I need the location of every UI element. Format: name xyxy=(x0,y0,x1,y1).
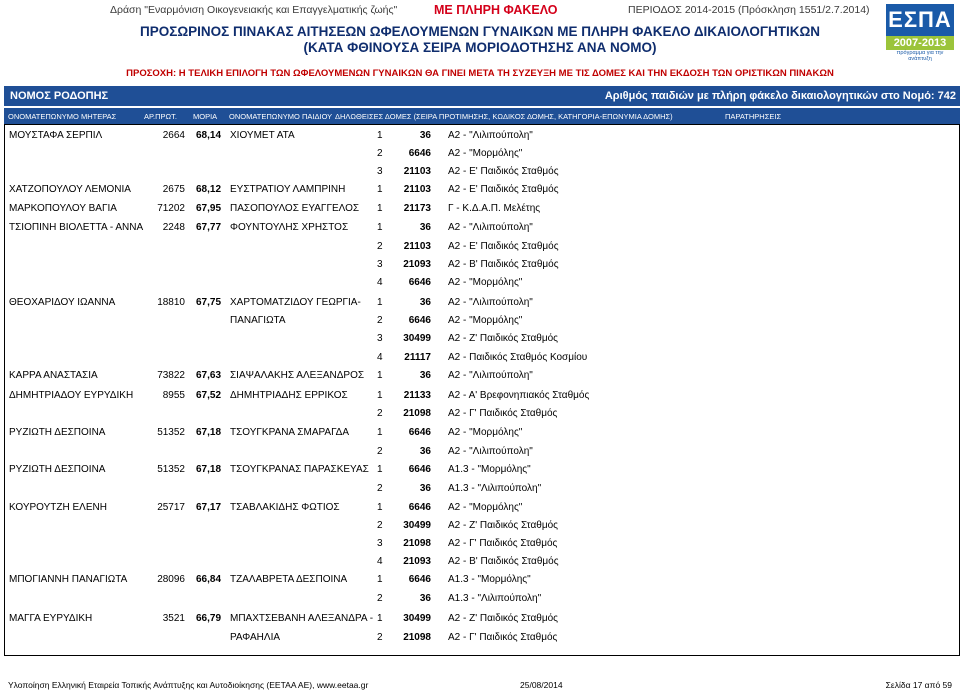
score: 67,95 xyxy=(196,203,222,214)
structure-name: Α2 - "Λιλιπούπολη" xyxy=(448,222,533,233)
action-title: Δράση "Εναρμόνιση Οικογενειακής και Επαγγελματικής ζωής" xyxy=(110,4,398,16)
child-name: ΕΥΣΤΡΑΤΙΟΥ ΛΑΜΠΡΙΝΗ xyxy=(230,184,346,195)
preference-order: 3 xyxy=(377,259,383,270)
score: 67,63 xyxy=(196,370,222,381)
footer-org: Υλοποίηση Ελληνική Εταιρεία Τοπικής Ανάπτυξης και Αυτοδιοίκησης (ΕΕΤΑΑ ΑΕ), www.eetaa.gr xyxy=(8,680,369,690)
structure-code: 6646 xyxy=(408,464,431,475)
child-name: ΜΠΑΧΤΣΕΒΑΝΗ ΑΛΕΞΑΝΔΡΑ - xyxy=(230,613,374,624)
mother-name: ΜΟΥΣΤΑΦΑ ΣΕΡΠΙΛ xyxy=(9,130,103,141)
score: 67,17 xyxy=(196,502,222,513)
structure-code: 6646 xyxy=(408,277,431,288)
score: 67,77 xyxy=(196,222,222,233)
footer-date: 25/08/2014 xyxy=(520,680,563,690)
structure-name: Α2 - "Λιλιπούπολη" xyxy=(448,446,533,457)
structure-code: 21103 xyxy=(403,166,431,177)
child-name: ΤΖΑΛΑΒΡΕΤΑ ΔΕΣΠΟΙΝΑ xyxy=(230,574,348,585)
col-mother: ΟΝΟΜΑΤΕΠΩΝΥΜΟ ΜΗΤΕΡΑΣ xyxy=(8,112,117,121)
preference-order: 1 xyxy=(377,184,383,195)
structure-name: Α1.3 - "Μορμόλης" xyxy=(448,464,531,475)
preference-order: 4 xyxy=(377,556,383,567)
table-row xyxy=(5,387,959,405)
structure-code: 6646 xyxy=(408,315,431,326)
preference-order: 1 xyxy=(377,370,383,381)
structure-name: Α2 - Ζ' Παιδικός Σταθμός xyxy=(448,520,558,531)
score: 66,84 xyxy=(196,574,222,585)
table-row xyxy=(5,499,959,517)
table-row xyxy=(5,181,959,199)
preference-order: 1 xyxy=(377,502,383,513)
preference-order: 3 xyxy=(377,333,383,344)
table-row xyxy=(5,200,959,218)
table-row xyxy=(5,590,959,608)
child-name: ΡΑΦΑΗΛΙΑ xyxy=(230,632,281,643)
nomos-count: Αριθμός παιδιών με πλήρη φάκελο δικαιολογητικών στο Νομό: 742 xyxy=(604,90,956,102)
structure-name: Α2 - Α' Βρεφονηπιακός Σταθμός xyxy=(448,390,590,401)
reg-number: 2248 xyxy=(162,222,185,233)
table-row xyxy=(5,443,959,461)
reg-number: 28096 xyxy=(157,574,185,585)
table-row xyxy=(5,219,959,237)
preference-order: 1 xyxy=(377,390,383,401)
preference-order: 4 xyxy=(377,277,383,288)
reg-number: 3521 xyxy=(162,613,185,624)
child-name: ΤΣΑΒΛΑΚΙΔΗΣ ΦΩΤΙΟΣ xyxy=(230,502,340,513)
mother-name: ΡΥΖΙΩΤΗ ΔΕΣΠΟΙΝΑ xyxy=(9,464,106,475)
table-row xyxy=(5,238,959,256)
table-row xyxy=(5,553,959,571)
structure-code: 21098 xyxy=(403,632,431,643)
structure-name: Α2 - Β' Παιδικός Σταθμός xyxy=(448,556,559,567)
score: 68,12 xyxy=(196,184,222,195)
child-name: ΣΙΑΨΑΛΑΚΗΣ ΑΛΕΞΑΝΔΡΟΣ xyxy=(230,370,365,381)
document-title xyxy=(0,24,960,56)
child-name: ΤΣΟΥΓΚΡΑΝΑ ΣΜΑΡΑΓΔΑ xyxy=(230,427,350,438)
table-row xyxy=(5,424,959,442)
structure-code: 21173 xyxy=(403,203,431,214)
structure-code: 21117 xyxy=(404,352,431,363)
score: 66,79 xyxy=(196,613,222,624)
preference-order: 1 xyxy=(377,130,383,141)
structure-code: 30499 xyxy=(403,333,431,344)
structure-code: 6646 xyxy=(408,148,431,159)
title-line-2: (ΚΑΤΑ ΦΘΙΝΟΥΣΑ ΣΕΙΡΑ ΜΟΡΙΟΔΟΤΗΣΗΣ ΑΝΑ ΝΟΜΟ) xyxy=(303,40,657,55)
preference-order: 2 xyxy=(377,632,383,643)
structure-code: 21133 xyxy=(403,390,431,401)
table-row xyxy=(5,330,959,348)
mother-name: ΡΥΖΙΩΤΗ ΔΕΣΠΟΙΝΑ xyxy=(9,427,106,438)
structure-code: 21103 xyxy=(403,241,431,252)
mother-name: ΜΠΟΓΙΑΝΝΗ ΠΑΝΑΓΙΩΤΑ xyxy=(9,574,128,585)
col-score: ΜΟΡΙΑ xyxy=(193,112,218,121)
col-remarks: ΠΑΡΑΤΗΡΗΣΕΙΣ xyxy=(725,112,782,121)
structure-name: Α2 - "Μορμόλης" xyxy=(448,427,523,438)
structure-name: Α2 - Ζ' Παιδικός Σταθμός xyxy=(448,613,558,624)
mother-name: ΘΕΟΧΑΡΙΔΟΥ ΙΩΑΝΝΑ xyxy=(9,297,116,308)
table-row xyxy=(5,571,959,589)
preference-order: 1 xyxy=(377,574,383,585)
table-row xyxy=(5,145,959,163)
col-child: ΟΝΟΜΑΤΕΠΩΝΥΜΟ ΠΑΙΔΙΟΥ xyxy=(229,112,333,121)
nomos-bar xyxy=(4,86,960,106)
preference-order: 3 xyxy=(377,538,383,549)
table-row xyxy=(5,349,959,367)
preference-order: 2 xyxy=(377,483,383,494)
preference-order: 1 xyxy=(377,297,383,308)
score: 67,18 xyxy=(196,464,222,475)
preference-order: 2 xyxy=(377,593,383,604)
reg-number: 51352 xyxy=(157,464,185,475)
mother-name: ΜΑΓΓΑ ΕΥΡΥΔΙΚΗ xyxy=(9,613,93,624)
reg-number: 2675 xyxy=(162,184,185,195)
table-header xyxy=(4,108,960,124)
table-row xyxy=(5,256,959,274)
table-row xyxy=(5,480,959,498)
structure-code: 21093 xyxy=(403,556,431,567)
structure-code: 30499 xyxy=(403,613,431,624)
reg-number: 25717 xyxy=(157,502,185,513)
structure-name: Α1.3 - "Λιλιπούπολη" xyxy=(448,483,542,494)
col-reg: ΑΡ.ΠΡΩΤ. xyxy=(144,112,177,121)
structure-code: 21098 xyxy=(403,408,431,419)
table-row xyxy=(5,535,959,553)
footer-page: Σελίδα 17 από 59 xyxy=(885,680,952,690)
reg-number: 18810 xyxy=(157,297,185,308)
structure-code: 6646 xyxy=(408,427,431,438)
full-folder-title: ΜΕ ΠΛΗΡΗ ΦΑΚΕΛΟ xyxy=(434,3,558,17)
reg-number: 71202 xyxy=(157,203,185,214)
preference-order: 2 xyxy=(377,241,383,252)
reg-number: 51352 xyxy=(157,427,185,438)
mother-name: ΚΑΡΡΑ ΑΝΑΣΤΑΣΙΑ xyxy=(9,370,98,381)
structure-code: 36 xyxy=(419,130,431,141)
espa-logo-text: ΕΣΠΑ xyxy=(886,4,954,36)
child-name: ΤΣΟΥΓΚΡΑΝΑΣ ΠΑΡΑΣΚΕΥΑΣ xyxy=(230,464,369,475)
preference-order: 2 xyxy=(377,408,383,419)
structure-name: Α2 - "Μορμόλης" xyxy=(448,277,523,288)
structure-name: Α2 - Ζ' Παιδικός Σταθμός xyxy=(448,333,558,344)
reg-number: 2664 xyxy=(162,130,185,141)
structure-name: Α2 - Ε' Παιδικός Σταθμός xyxy=(448,241,559,252)
preference-order: 3 xyxy=(377,166,383,177)
preference-order: 2 xyxy=(377,520,383,531)
preference-order: 2 xyxy=(377,446,383,457)
structure-code: 6646 xyxy=(408,502,431,513)
period-title: ΠΕΡΙΟΔΟΣ 2014-2015 (Πρόσκληση 1551/2.7.2014) xyxy=(628,4,870,16)
applications-table xyxy=(4,124,960,656)
score: 67,18 xyxy=(196,427,222,438)
score: 68,14 xyxy=(196,130,222,141)
child-name: ΠΑΣΟΠΟΥΛΟΣ ΕΥΑΓΓΕΛΟΣ xyxy=(230,203,360,214)
espa-logo-tagline: πρόγραμμα για την ανάπτυξη xyxy=(896,50,944,62)
mother-name: ΚΟΥΡΟΥΤΖΗ ΕΛΕΝΗ xyxy=(9,502,107,513)
score: 67,75 xyxy=(196,297,222,308)
mother-name: ΤΣΙΟΠΙΝΗ ΒΙΟΛΕΤΤΑ - ΑΝΝΑ xyxy=(9,222,144,233)
child-name: ΧΙΟΥΜΕΤ ΑΤΑ xyxy=(230,130,295,141)
table-row xyxy=(5,312,959,330)
child-name: ΠΑΝΑΓΙΩΤΑ xyxy=(230,315,286,326)
mother-name: ΧΑΤΖΟΠΟΥΛΟΥ ΛΕΜΟΝΙΑ xyxy=(9,184,131,195)
structure-code: 21093 xyxy=(403,259,431,270)
structure-name: Α2 - "Λιλιπούπολη" xyxy=(448,297,533,308)
table-row xyxy=(5,405,959,423)
preference-order: 1 xyxy=(377,427,383,438)
structure-name: Α1.3 - "Λιλιπούπολη" xyxy=(448,593,542,604)
structure-code: 36 xyxy=(419,222,431,233)
structure-code: 21098 xyxy=(403,538,431,549)
score: 67,52 xyxy=(196,390,222,401)
preference-order: 4 xyxy=(377,352,383,363)
top-line xyxy=(0,4,960,18)
table-row xyxy=(5,461,959,479)
structure-name: Α2 - "Μορμόλης" xyxy=(448,148,523,159)
structure-name: Α1.3 - "Μορμόλης" xyxy=(448,574,531,585)
notice-text: ΠΡΟΣΟΧΗ: Η ΤΕΛΙΚΗ ΕΠΙΛΟΓΗ ΤΩΝ ΩΦΕΛΟΥΜΕΝΩΝ ΓΥΝΑΙΚΩΝ ΘΑ ΓΙΝΕΙ ΜΕΤΑ ΤΗ ΣΥΖΕΥΞΗ ΜΕ ΤΙΣ ΔΟΜΕΣ ΚΑΙ ΤΗΝ ΕΚΔΟΣΗ ΤΩΝ ΟΡΙΣΤΙΚΩΝ ΠΙΝΑΚΩΝ xyxy=(126,68,834,79)
structure-name: Α2 - "Μορμόλης" xyxy=(448,315,523,326)
table-row xyxy=(5,517,959,535)
espa-logo-years: 2007-2013 xyxy=(886,36,954,50)
col-structures: ΔΗΛΩΘΕΙΣΕΣ ΔΟΜΕΣ (ΣΕΙΡΑ ΠΡΟΤΙΜΗΣΗΣ, ΚΩΔΙΚΟΣ ΔΟΜΗΣ, ΚΑΤΗΓΟΡΙΑ-ΕΠΩΝΥΜΙΑ ΔΟΜΗΣ) xyxy=(335,112,673,121)
structure-name: Α2 - "Λιλιπούπολη" xyxy=(448,130,533,141)
preference-order: 1 xyxy=(377,222,383,233)
table-row xyxy=(5,274,959,292)
structure-name: Α2 - "Λιλιπούπολη" xyxy=(448,370,533,381)
reg-number: 73822 xyxy=(157,370,185,381)
reg-number: 8955 xyxy=(162,390,185,401)
structure-code: 21103 xyxy=(403,184,431,195)
structure-name: Α2 - Γ' Παιδικός Σταθμός xyxy=(448,538,558,549)
title-line-1: ΠΡΟΣΩΡΙΝΟΣ ΠΙΝΑΚΑΣ ΑΙΤΗΣΕΩΝ ΩΦΕΛΟΥΜΕΝΩΝ ΓΥΝΑΙΚΩΝ ΜΕ ΠΛΗΡΗ ΦΑΚΕΛΟ ΔΙΚΑΙΟΛΟΓΗΤΙΚΩΝ xyxy=(139,24,821,39)
mother-name: ΜΑΡΚΟΠΟΥΛΟΥ ΒΑΓΙΑ xyxy=(9,203,117,214)
child-name: ΦΟΥΝΤΟΥΛΗΣ ΧΡΗΣΤΟΣ xyxy=(230,222,349,233)
child-name: ΔΗΜΗΤΡΙΑΔΗΣ ΕΡΡΙΚΟΣ xyxy=(230,390,348,401)
structure-name: Α2 - Ε' Παιδικός Σταθμός xyxy=(448,184,559,195)
structure-name: Α2 - Β' Παιδικός Σταθμός xyxy=(448,259,559,270)
structure-name: Γ - Κ.Δ.Α.Π. Μελέτης xyxy=(448,203,541,214)
preference-order: 2 xyxy=(377,148,383,159)
table-row xyxy=(5,367,959,385)
preference-order: 1 xyxy=(377,464,383,475)
table-row xyxy=(5,610,959,628)
structure-name: Α2 - Ε' Παιδικός Σταθμός xyxy=(448,166,559,177)
structure-name: Α2 - Γ' Παιδικός Σταθμός xyxy=(448,632,558,643)
table-row xyxy=(5,127,959,145)
structure-code: 36 xyxy=(419,370,431,381)
preference-order: 1 xyxy=(377,203,383,214)
structure-name: Α2 - Παιδικός Σταθμός Κοσμίου xyxy=(448,352,588,363)
structure-code: 6646 xyxy=(408,574,431,585)
structure-code: 36 xyxy=(419,297,431,308)
table-row xyxy=(5,294,959,312)
structure-code: 36 xyxy=(419,446,431,457)
table-row xyxy=(5,629,959,647)
nomos-name: ΝΟΜΟΣ ΡΟΔΟΠΗΣ xyxy=(10,90,109,102)
mother-name: ΔΗΜΗΤΡΙΑΔΟΥ ΕΥΡΥΔΙΚΗ xyxy=(9,390,134,401)
structure-name: Α2 - Γ' Παιδικός Σταθμός xyxy=(448,408,558,419)
structure-name: Α2 - "Μορμόλης" xyxy=(448,502,523,513)
preference-order: 1 xyxy=(377,613,383,624)
child-name: ΧΑΡΤΟΜΑΤΖΙΔΟΥ ΓΕΩΡΓΙΑ- xyxy=(230,297,361,308)
structure-code: 36 xyxy=(419,593,431,604)
table-row xyxy=(5,163,959,181)
structure-code: 30499 xyxy=(403,520,431,531)
preference-order: 2 xyxy=(377,315,383,326)
structure-code: 36 xyxy=(419,483,431,494)
